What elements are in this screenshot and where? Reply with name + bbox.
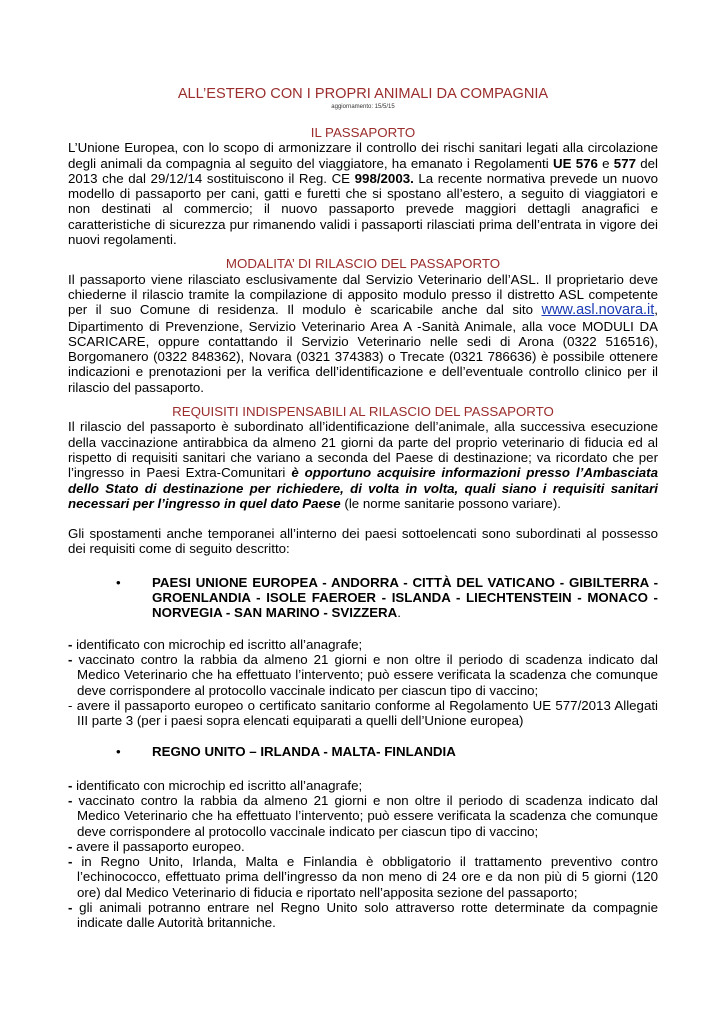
- group1-requirements: [68, 637, 658, 729]
- group1-country-list: PAESI UNIONE EUROPEA - ANDORRA - CITTÀ DEL VATICANO - GIBILTERRA - GROENLANDIA - ISOLE FAEROER - ISLANDA - LIECHTENSTEIN - MONACO - NORVEGIA - SAN MARINO - SVIZZERA: [152, 574, 658, 621]
- bullet-dot: •: [116, 574, 121, 590]
- list-item: [68, 839, 658, 854]
- update-date: aggiornamento: 15/5/15: [331, 104, 395, 110]
- reg-ce-998: 998/2003.: [354, 170, 414, 186]
- list-item: [68, 900, 658, 931]
- dash-marker: -: [68, 792, 73, 808]
- list-item: [68, 854, 658, 900]
- issue-paragraph: [68, 272, 658, 395]
- passport-text-3: La recente normativa prevede un nuovo modello di passaporto per cani, gatti e furetti che si spostano all’estero, a seguito di viaggiatori e non destinati al commercio; il nuovo passaporto prevede maggiori dettagli anagrafici e caratteristiche di sicurezza pur rimanendo validi i passaporti rilasciati prima dell’entrata in vigore dei nuovi regolamenti.: [68, 170, 658, 248]
- requirements-paragraph: [68, 419, 658, 511]
- dash-marker: -: [68, 838, 73, 854]
- issue-text-1: Il passaporto viene rilasciato esclusivamente dal Servizio Veterinario dell’ASL. Il proprietario deve chiederne il rilascio tramite la compilazione di apposito modulo presso il distretto ASL competente per il suo Comune di residenza. Il modulo è scaricabile anche dal sito: [68, 271, 658, 318]
- passport-paragraph: [68, 140, 658, 247]
- list-item-text: gli animali potranno entrare nel Regno Unito solo attraverso rotte determinate da compagnie indicate dalle Autorità britanniche.: [77, 900, 659, 931]
- list-item-text: in Regno Unito, Irlanda, Malta e Finlandia è obbligatorio il trattamento preventivo contro l’echinococco, effettuato prima dell’ingresso da non meno di 24 ore e da non più di 5 giorni (120 ore) dal Medico Veterinario di fiducia e riportato nell’apposita sezione del passaporto;: [77, 854, 659, 900]
- group2-requirements: [68, 778, 658, 931]
- dash-marker: -: [68, 697, 73, 713]
- issue-heading: MODALITA’ DI RILASCIO DEL PASSAPORTO: [225, 256, 501, 272]
- list-item: [68, 793, 658, 839]
- list-item: [68, 778, 658, 793]
- document-page: [68, 86, 658, 931]
- group2-countries: [116, 744, 658, 759]
- passport-text-1: L’Unione Europea, con lo scopo di armonizzare il controllo dei rischi sanitari legati alla circolazione degli animali da compagnia al seguito del viaggiatore, ha emanato i Regolamenti: [68, 140, 658, 171]
- group1-period: .: [397, 605, 401, 621]
- dash-marker: -: [68, 636, 73, 652]
- movements-paragraph: Gli spostamenti anche temporanei all’interno dei paesi sottoelencati sono subordinati al possesso dei requisiti come di seguito descritto:: [68, 526, 658, 557]
- passport-and: e: [597, 155, 614, 171]
- list-item: [68, 637, 658, 652]
- document-title: ALL’ESTERO CON I PROPRI ANIMALI DA COMPAGNIA: [177, 86, 549, 102]
- reg-ue-576: UE 576: [552, 155, 598, 171]
- embassy-advice: è opportuno acquisire informazioni presso l’Ambasciata dello Stato di destinazione per richiedere, di volta in volta, quali siano i requisiti sanitari necessari per l’ingresso in quel dato Paese: [68, 465, 658, 511]
- list-item-text: identificato con microchip ed iscritto all’anagrafe;: [76, 777, 363, 793]
- passport-heading: IL PASSAPORTO: [310, 125, 416, 140]
- list-item-text: vaccinato contro la rabbia da almeno 21 giorni e non oltre il periodo di scadenza indicato dal Medico Veterinario che ha effettuato l’intervento; può essere verificata la scadenza che comunque deve corrispondere al protocollo vaccinale indicato per ciascun tipo di vaccino;: [77, 792, 658, 839]
- dash-marker: -: [68, 854, 73, 870]
- reg-577: 577: [613, 155, 636, 171]
- group2-country-list: REGNO UNITO – IRLANDA - MALTA- FINLANDIA: [152, 744, 456, 760]
- dash-marker: -: [68, 777, 73, 793]
- list-item-text: vaccinato contro la rabbia da almeno 21 giorni e non oltre il periodo di scadenza indicato dal Medico Veterinario che ha effettuato l’intervento; può essere verificata la scadenza che comunque deve corrispondere al protocollo vaccinale indicato per ciascun tipo di vaccino;: [77, 651, 658, 698]
- list-item-text: avere il passaporto europeo o certificato sanitario conforme al Regolamento UE 577/2013 Allegati III parte 3 (per i paesi sopra elencati equiparati a quelli dell’Unione europea): [76, 697, 658, 729]
- dash-marker: -: [68, 651, 73, 667]
- list-item-text: avere il passaporto europeo.: [76, 838, 245, 854]
- list-item: [68, 698, 658, 729]
- requirements-text-2: (le norme sanitarie possono variare).: [340, 495, 561, 511]
- group1-countries: [116, 575, 658, 621]
- asl-website-link[interactable]: www.asl.novara.it: [541, 302, 655, 319]
- requirements-heading: REQUISITI INDISPENSABILI AL RILASCIO DEL PASSAPORTO: [172, 404, 554, 420]
- list-item-text: identificato con microchip ed iscritto all’anagrafe;: [76, 636, 363, 652]
- issue-text-2: , Dipartimento di Prevenzione, Servizio Veterinario Area A -Sanità Animale, alla voce MODULI DA SCARICARE, oppure contattando il Servizio Veterinario nelle sedi di Arona (0322 516516), Borgomanero (0322 848362), Novara (0321 374383) o Trecate (0321 786636) è possibile ottenere indicazioni e prenotazioni per la verifica dell’identificazione e dell’eventuale controllo clinico per il rilascio del passaporto.: [68, 302, 658, 395]
- passport-text-2: del 2013 che dal 29/12/14 sostituiscono il Reg. CE: [68, 155, 658, 186]
- requirements-text-1: Il rilascio del passaporto è subordinato all’identificazione dell’animale, alla successiva esecuzione della vaccinazione antirabbica da almeno 21 giorni da parte del proprio veterinario di fiducia ed al rispetto di requisiti sanitari che variano a seconda del Paese di destinazione; va ricordato che per l’ingresso in Paesi Extra-Comunitari: [68, 419, 658, 481]
- bullet-dot: •: [116, 744, 121, 760]
- list-item: [68, 652, 658, 698]
- dash-marker: -: [68, 900, 73, 916]
